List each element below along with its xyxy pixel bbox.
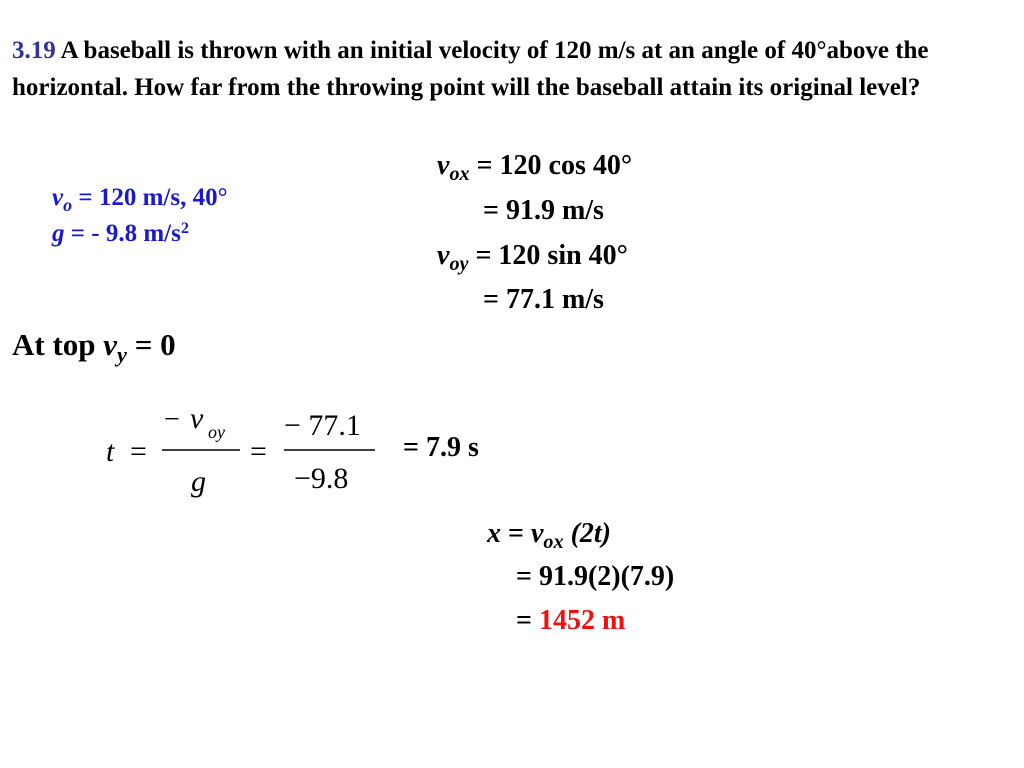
voy-equation [437, 240, 628, 276]
vox-symbol: v [437, 150, 450, 181]
frac1-minus: − [164, 404, 180, 435]
v0-value: = 120 m/s, 40° [72, 184, 228, 211]
range-answer-prefix: = [516, 605, 539, 636]
frac2-numerator: − 77.1 [284, 409, 361, 442]
range-v-symbol: v [530, 518, 544, 549]
voy-symbol: v [437, 240, 450, 271]
vy-symbol: v [103, 327, 118, 362]
g-value: = - 9.8 m/s [64, 220, 181, 247]
frac1-denominator: g [191, 465, 206, 498]
range-equation [487, 518, 611, 554]
v0-subscript: o [63, 194, 73, 215]
x-symbol: x [487, 518, 501, 549]
vy-subscript: y [117, 342, 127, 368]
range-answer: 1452 m [538, 605, 626, 636]
equals-1: = [130, 435, 147, 468]
at-top-condition [12, 327, 176, 368]
frac1-sub: oy [208, 422, 225, 442]
range-v-subscript: ox [543, 531, 564, 554]
vox-result: = 91.9 m/s [483, 195, 604, 226]
range-substitution: = 91.9(2)(7.9) [516, 561, 675, 592]
frac2-denominator: −9.8 [294, 462, 349, 495]
at-top-suffix: = 0 [126, 327, 176, 362]
vox-equation [437, 150, 633, 186]
g-exponent: 2 [180, 218, 189, 237]
range-factor: (2t) [563, 518, 611, 549]
equals-2: = [250, 435, 267, 468]
problem-statement [12, 32, 1017, 106]
time-equation [100, 395, 400, 510]
g-symbol: g [52, 220, 65, 247]
time-result: = 7.9 s [403, 432, 479, 463]
givens-g [52, 219, 189, 249]
voy-expression: = 120 sin 40° [468, 240, 628, 271]
voy-subscript: oy [449, 253, 469, 276]
range-equals: = [501, 518, 531, 549]
at-top-prefix: At top [12, 327, 104, 362]
voy-result: = 77.1 m/s [483, 284, 604, 315]
vox-expression: = 120 cos 40° [469, 150, 633, 181]
t-symbol: t [106, 435, 115, 468]
vox-subscript: ox [449, 163, 470, 186]
problem-text: A baseball is thrown with an initial velocity of 120 m/s at an angle of 40°above the horizontal. How far from the throwing point will the baseball attain its original level? [12, 37, 929, 101]
frac1-v: v [190, 402, 204, 435]
range-answer-line [516, 605, 625, 637]
v0-symbol: v [52, 184, 64, 211]
problem-number: 3.19 [12, 37, 56, 64]
givens-v0 [52, 183, 228, 213]
